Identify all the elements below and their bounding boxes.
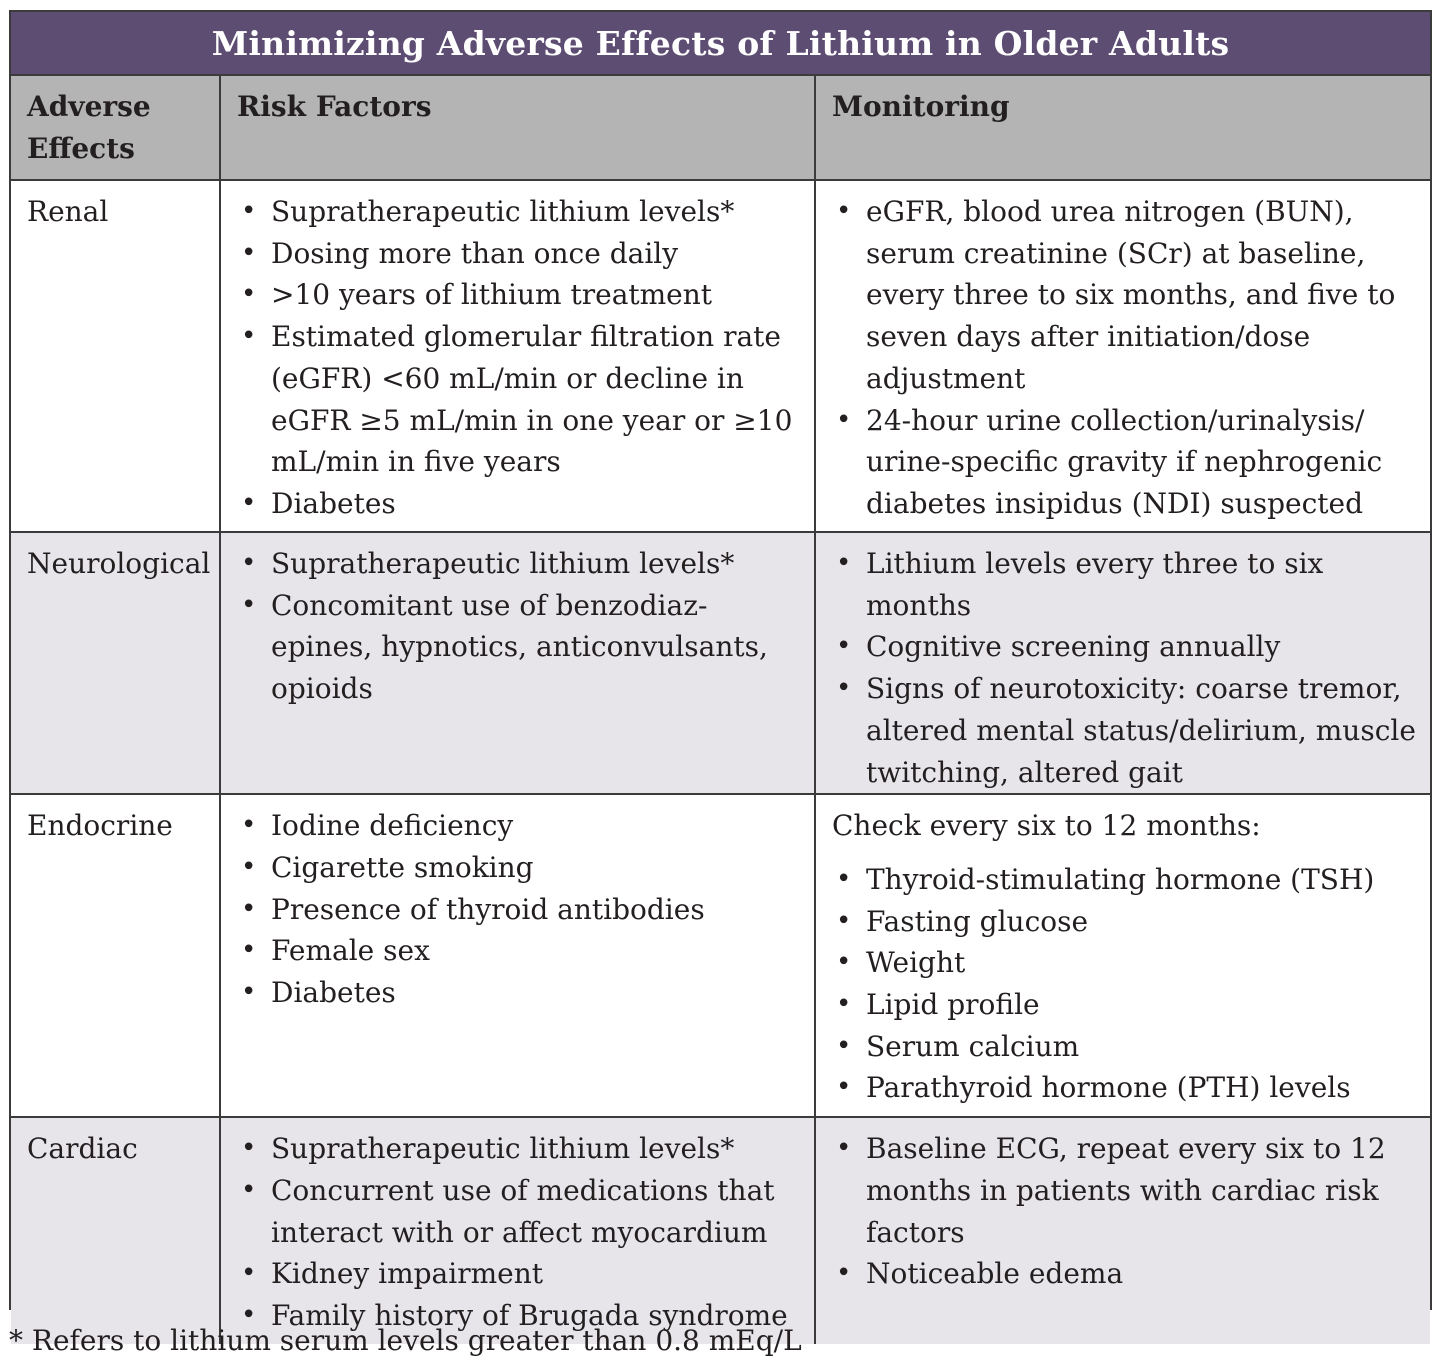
risk-factors-list [237,805,796,1014]
risk-factors-cell [220,180,815,532]
list-item: • Fasting glucose [832,901,1416,943]
risk-factors-cell [220,532,815,794]
table-row [11,794,1430,1117]
effect-cell: Endocrine [11,794,220,1117]
list-item: • >10 years of lithium treatment [237,274,796,316]
table-grid [11,76,1430,1344]
header-row [11,76,1430,180]
list-item: • Supratherapeutic lithium levels* [237,543,796,585]
table-row [11,532,1430,794]
list-item: • Thyroid-stimulating hormone (TSH) [832,859,1416,901]
table-row [11,180,1430,532]
risk-factors-cell [220,794,815,1117]
effect-cell: Cardiac [11,1117,220,1344]
monitoring-cell [815,794,1430,1117]
monitoring-list [832,1128,1416,1295]
effect-cell: Renal [11,180,220,532]
list-item: • Female sex [237,930,796,972]
list-item: • Diabetes [237,483,796,525]
header-monitoring: Monitoring [815,76,1430,180]
list-item: • Parathyroid hormone (PTH) levels [832,1067,1416,1109]
list-item: • Lipid profile [832,984,1416,1026]
list-item: • Supratherapeutic lithium levels* [237,191,796,233]
table-title: Minimizing Adverse Effects of Lithium in Older Adults [11,12,1430,76]
monitoring-cell [815,180,1430,532]
monitoring-cell [815,1117,1430,1344]
list-item: • Weight [832,942,1416,984]
list-item: • Iodine deficiency [237,805,796,847]
monitoring-list [832,543,1416,793]
list-item: • Diabetes [237,972,796,1014]
monitoring-cell [815,532,1430,794]
monitoring-list [832,191,1416,525]
list-item: • Lithium levels every three to six months [832,543,1416,626]
risk-factors-cell [220,1117,815,1344]
list-item: • Kidney impairment [237,1253,796,1295]
list-item: • eGFR, blood urea nitrogen (BUN), serum creatinine (SCr) at baseline, every three to six months, and five to seven days after initiation/dose adjustment [832,191,1416,400]
effect-cell: Neurological [11,532,220,794]
risk-factors-list [237,543,796,710]
list-item: • Dosing more than once daily [237,233,796,275]
header-risk-factors: Risk Factors [220,76,815,180]
list-item: • Serum calcium [832,1026,1416,1068]
list-item: • Estimated glomerular filtration rate (eGFR) <60 mL/min or decline in eGFR ≥5 mL/min in one year or ≥10 mL/min in five years [237,316,796,483]
list-item: • Concomitant use of benzodiaz-epines, hypnotics, anticonvulsants, opioids [237,585,796,710]
list-item: • Family history of Brugada syndrome [237,1295,796,1337]
list-item: • Cigarette smoking [237,847,796,889]
monitoring-list [832,859,1416,1109]
list-item: • Presence of thyroid antibodies [237,889,796,931]
footnote: * Refers to lithium serum levels greater than 0.8 mEq/L [9,1324,802,1357]
list-item: • 24-hour urine collection/urinalysis/ urine-specific gravity if nephrogenic diabetes insipidus (NDI) suspected [832,400,1416,525]
list-item: • Noticeable edema [832,1253,1416,1295]
monitoring-intro: Check every six to 12 months: [832,809,1261,843]
list-item: • Cognitive screening annually [832,626,1416,668]
lithium-table [9,10,1432,1333]
list-item: • Baseline ECG, repeat every six to 12 months in patients with cardiac risk factors [832,1128,1416,1253]
list-item: • Supratherapeutic lithium levels* [237,1128,796,1170]
list-item: • Signs of neurotoxicity: coarse tremor, altered mental status/delirium, muscle twitching, altered gait [832,668,1416,793]
header-adverse-effects: Adverse Effects [11,76,220,180]
list-item: • Concurrent use of medications that interact with or affect myocardium [237,1170,796,1253]
table-row [11,1117,1430,1344]
risk-factors-list [237,1128,796,1337]
risk-factors-list [237,191,796,525]
